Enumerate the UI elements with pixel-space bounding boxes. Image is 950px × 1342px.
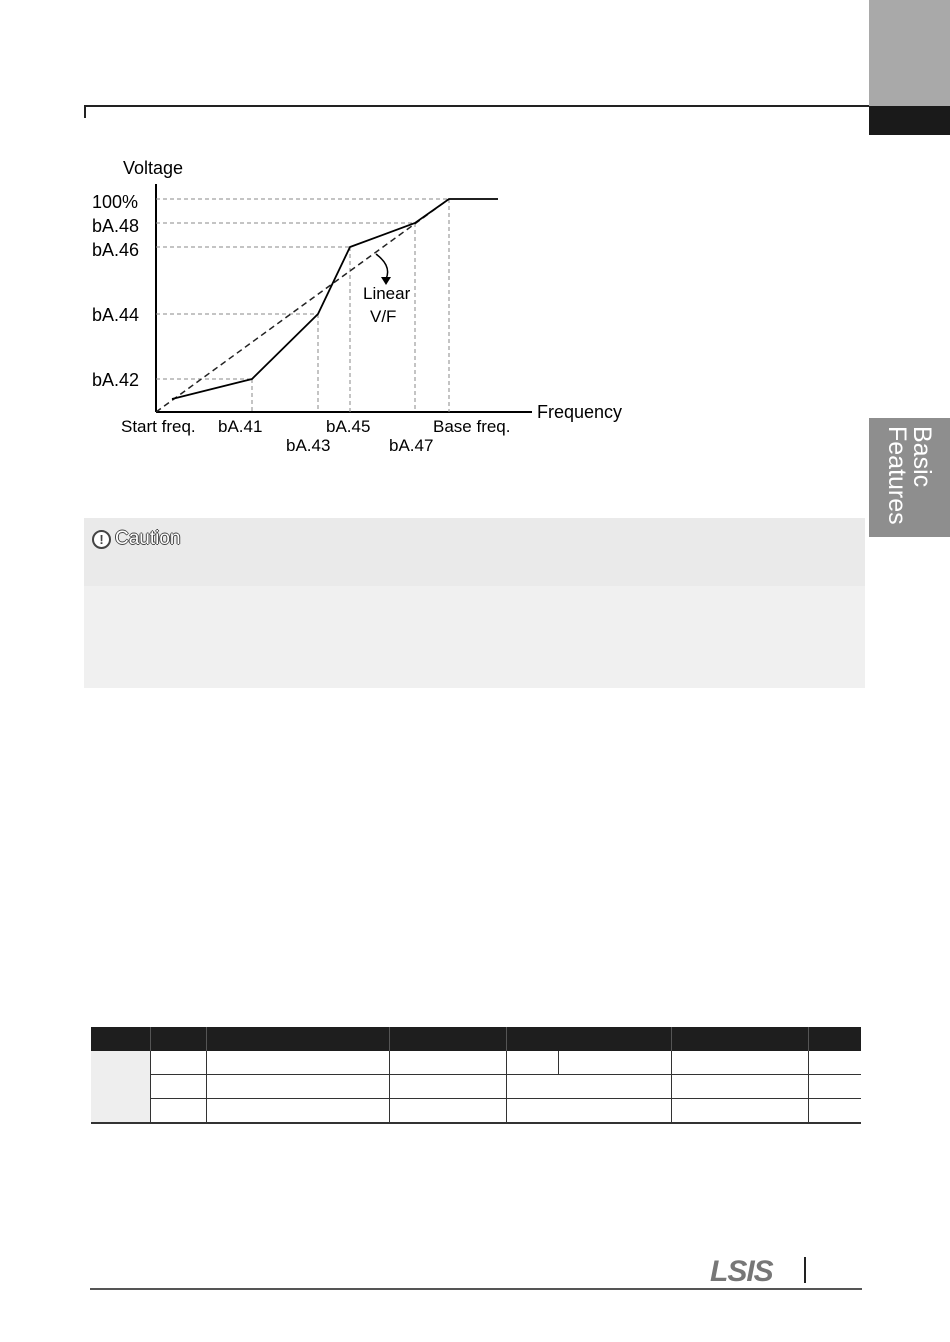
y-tick-ba48: bA.48 [92,216,140,236]
x-tick-ba41: bA.41 [218,417,263,436]
footer-separator [804,1257,806,1283]
annotation-linear: Linear [363,284,411,303]
y-tick-100: 100% [92,192,139,212]
x-tick-ba47: bA.47 [389,436,434,455]
y-tick-ba44: bA.44 [92,305,140,325]
lsis-logo: LSIS [710,1255,773,1288]
table-header-row [91,1027,861,1051]
x-axis-label: Frequency [537,402,623,422]
section-tab-line2: Features [883,426,912,525]
table-row [91,1051,861,1075]
caution-title [92,527,181,551]
table-row [91,1099,861,1124]
annotation-arrow [376,254,388,279]
annotation-vf: V/F [370,307,397,326]
y-axis-label: Voltage [123,158,184,178]
linear-vf-line [156,199,449,412]
table-row [91,1075,861,1099]
caution-title-text: Caution [115,528,181,549]
parameter-table [91,1027,861,1124]
footer-rule [90,1288,862,1290]
x-tick-base-freq: Base freq. [433,417,511,436]
table-group-cell [91,1051,150,1123]
caution-header [84,518,865,586]
chapter-tab-marker [869,106,950,135]
x-tick-start-freq: Start freq. [121,417,196,436]
y-tick-ba42: bA.42 [92,370,140,390]
y-tick-ba46: bA.46 [92,240,140,260]
chapter-tab [869,0,950,106]
vf-pattern-figure [0,0,700,470]
x-tick-ba45: bA.45 [326,417,371,436]
section-tab-line1: Basic [908,426,937,488]
section-tab-basic-features[interactable] [869,418,950,537]
x-tick-ba43: bA.43 [286,436,331,455]
caution-icon: ! [92,530,111,549]
